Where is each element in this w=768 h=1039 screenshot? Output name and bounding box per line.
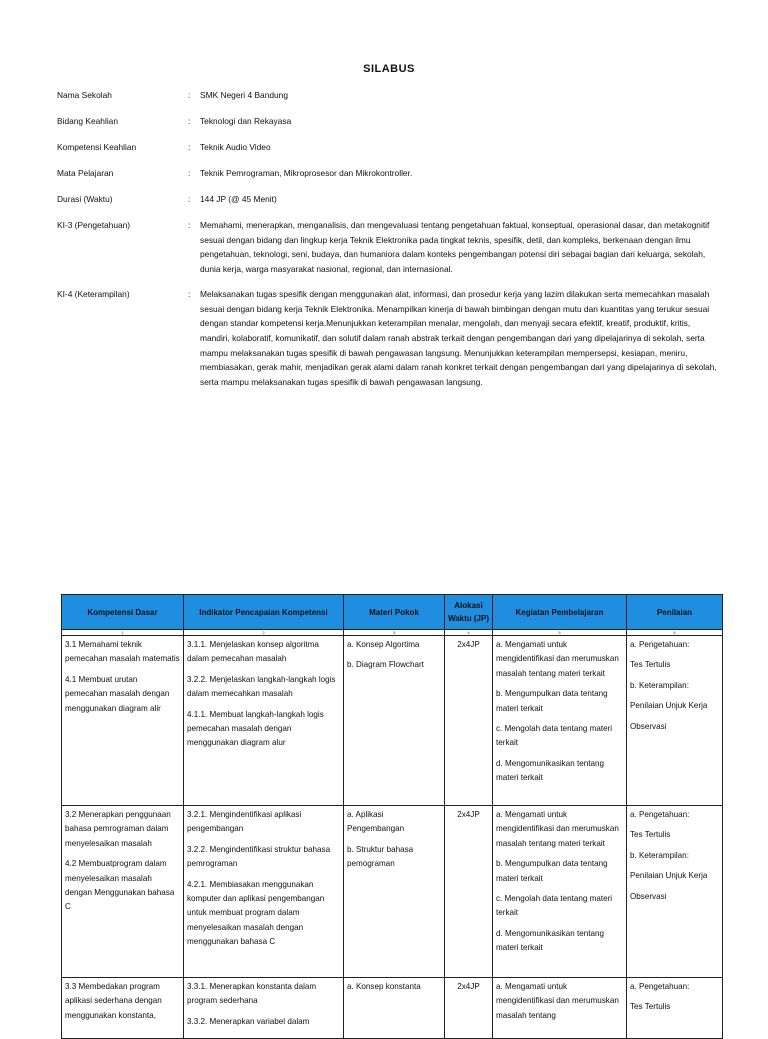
info-row-ki4: KI-4 (Keterampilan) : Melaksanakan tugas spesifik dengan menggunakan alat, informasi, dan prosedur kerja yang lazim dilakukan serta memecahkan masalah sesuai dengan bidang kerja Teknik Elektronika. Menampilkan kinerja di bawah bimbingan dengan mutu dan kuantitas yang terukur sesuai dengan standar kompetensi kerja.Menunjukkan keterampilan menalar, mengolah, dan menyaji secara efektif, kreatif, produktif, kritis, mandiri, kolaboratif, komunikatif, dan solutif dalam ranah abstrak terkait dengan pengembangan dari yang dipelajarinya di sekolah, serta mampu melaksanakan tugas spesifik di bawah pengawasan langsung. Menunjukkan keterampilan mempersepsi, kesiapan, meniru, membiasakan, gerak mahir, menjadikan gerak alami dalam ranah konkret terkait dengan pengembangan dari yang dipelajarinya di sekolah, serta mampu melaksanakan tugas spesifik di bawah pengawasan langsung. [57, 287, 717, 389]
column-number: 2 [184, 630, 344, 636]
info-label: Bidang Keahlian [57, 115, 119, 126]
header-materi-pokok: Materi Pokok [344, 595, 445, 630]
column-number: 1 [62, 630, 184, 636]
info-row-duration: Durasi (Waktu) : 144 JP (@ 45 Menit) [57, 192, 717, 207]
cell-penilaian: a. Pengetahuan: Tes Tertulis [627, 978, 723, 1039]
cell-materi: a. Aplikasi Pengembangan b. Struktur bahasa pemograman [344, 806, 445, 978]
cell-kd: 3.3 Membedakan program aplikasi sederhana dengan menggunakan konstanta, [62, 978, 184, 1039]
cell-penilaian: a. Pengetahuan: Tes Tertulis b. Keterampilan: Penilaian Unjuk Kerja Observasi [627, 636, 723, 806]
table-row [62, 636, 723, 806]
info-label: Kompetensi Keahlian [57, 141, 137, 152]
info-row-competency: Kompetensi Keahlian : Teknik Audio Video [57, 140, 717, 155]
info-value: 144 JP (@ 45 Menit) [200, 193, 277, 204]
syllabus-table [61, 594, 723, 1039]
table-row [62, 806, 723, 978]
info-label: KI-3 (Pengetahuan) [57, 219, 131, 230]
header-kegiatan: Kegiatan Pembelajaran [493, 595, 627, 630]
cell-kegiatan: a. Mengamati untuk mengidentifikasi dan merumuskan masalah tentang [493, 978, 627, 1039]
info-value: Melaksanakan tugas spesifik dengan menggunakan alat, informasi, dan prosedur kerja yang lazim dilakukan serta memecahkan masalah sesuai dengan bidang kerja Teknik Elektronika. Menampilkan kinerja di bawah bimbingan dengan mutu dan kuantitas yang terukur sesuai dengan standar kompetensi kerja.Menunjukkan keterampilan menalar, mengolah, dan menyaji secara efektif, kreatif, produktif, kritis, mandiri, kolaboratif, komunikatif, dan solutif dalam ranah abstrak terkait dengan pengembangan dari yang dipelajarinya di sekolah, serta mampu melaksanakan tugas spesifik di bawah pengawasan langsung. Menunjukkan keterampilan mempersepsi, kesiapan, meniru, membiasakan, gerak mahir, menjadikan gerak alami dalam ranah konkret terkait dengan pengembangan dari yang dipelajarinya di sekolah, serta mampu melaksanakan tugas spesifik di bawah pengawasan langsung. [200, 289, 717, 387]
table-row [62, 978, 723, 1039]
header-kompetensi-dasar: Kompetensi Dasar [62, 595, 184, 630]
info-row-field: Bidang Keahlian : Teknologi dan Rekayasa [57, 114, 717, 129]
cell-ipk: 3.2.1. Mengindentifikasi aplikasi pengembangan 3.2.2. Mengindentifikasi struktur bahasa pemrograman 4.2.1. Membiasakan menggunakan komputer dan aplikasi pengembangan untuk membuat program dalam menyelesaikan masalah dengan menggunakan bahasa C [184, 806, 344, 978]
header-penilaian: Penilaian [627, 595, 723, 630]
column-number: 4 [445, 630, 493, 636]
cell-kd: 3.1 Memahami teknik pemecahan masalah matematis 4.1 Membuat urutan pemecahan masalah dengan menggunakan diagram alir [62, 636, 184, 806]
cell-penilaian: a. Pengetahuan: Tes Tertulis b. Keterampilan: Penilaian Unjuk Kerja Observasi [627, 806, 723, 978]
info-value: Teknik Pemrograman, Mikroprosesor dan Mikrokontroller. [200, 167, 413, 178]
header-indikator: Indikator Pencapaian Kompetensi [184, 595, 344, 630]
column-number: 5 [493, 630, 627, 636]
document-title: SILABUS [363, 63, 415, 75]
info-value: Memahami, menerapkan, menganalisis, dan mengevaluasi tentang pengetahuan faktual, konseptual, operasional dasar, dan metakognitif sesuai dengan bidang dan lingkup kerja Teknik Elektronika pada tingkat teknis, spesifik, detil, dan kompleks, berkenaan dengan ilmu pengetahuan, teknologi, seni, budaya, dan humaniora dalam konteks pengembangan potensi diri sebagai bagian dari keluarga, sekolah, dunia kerja, warga masyarakat nasional, regional, dan internasional. [200, 219, 710, 274]
syllabus-info [57, 88, 717, 400]
info-value: SMK Negeri 4 Bandung [200, 90, 288, 100]
info-label: Nama Sekolah [57, 90, 112, 100]
cell-materi: a. Konsep Algortima b. Diagram Flowchart [344, 636, 445, 806]
cell-kegiatan: a. Mengamati untuk mengidentifikasi dan merumuskan masalah tentang materi terkait b. Mengumpulkan data tentang materi terkait c. Mengolah data tentang materi terkait d. Mengomunikasikan tentang materi terkait [493, 636, 627, 806]
cell-kegiatan: a. Mengamati untuk mengidentifikasi dan merumuskan masalah tentang materi terkait b. Mengumpulkan data tentang materi terkait c. Mengolah data tentang materi terkait d. Mengomunikasikan tentang materi terkait [493, 806, 627, 978]
info-value: Teknik Audio Video [200, 141, 271, 152]
info-row-subject: Mata Pelajaran : Teknik Pemrograman, Mikroprosesor dan Mikrokontroller. [57, 166, 717, 181]
info-label: KI-4 (Keterampilan) [57, 289, 130, 300]
info-label: Durasi (Waktu) [57, 193, 113, 204]
info-row-ki3: KI-3 (Pengetahuan) : Memahami, menerapkan, menganalisis, dan mengevaluasi tentang pengetahuan faktual, konseptual, operasional dasar, dan metakognitif sesuai dengan bidang dan lingkup kerja Teknik Elektronika pada tingkat teknis, spesifik, detil, dan kompleks, berkenaan dengan ilmu pengetahuan, teknologi, seni, budaya, dan humaniora dalam konteks pengembangan potensi diri sebagai bagian dari keluarga, sekolah, dunia kerja, warga masyarakat nasional, regional, dan internasional. [57, 218, 717, 276]
cell-kd: 3.2 Menerapkan penggunaan bahasa pemrograman dalam menyelesaikan masalah 4.2 Membuatprogram dalam menyelesaikan masalah dengan Menggunakan bahasa C [62, 806, 184, 978]
column-number: 3 [344, 630, 445, 636]
cell-ipk: 3.1.1. Menjelaskan konsep algoritma dalam pemecahan masalah 3.2.2. Menjelaskan langkah-langkah logis dalam memecahkan masalah 4.1.1. Membuat langkah-langkah logis pemecahan masalah dengan menggunakan diagram alur [184, 636, 344, 806]
info-row-school: Nama Sekolah : SMK Negeri 4 Bandung [57, 88, 717, 103]
header-alokasi-waktu: Alokasi Waktu (JP) [445, 595, 493, 630]
column-number: 6 [627, 630, 723, 636]
cell-materi: a. Konsep konstanta [344, 978, 445, 1039]
info-value: Teknologi dan Rekayasa [200, 115, 292, 126]
cell-jp: 2x4JP [445, 978, 493, 1039]
cell-jp: 2x4JP [445, 806, 493, 978]
cell-ipk: 3.3.1. Menerapkan konstanta dalam program sederhana 3.3.2. Menerapkan variabel dalam [184, 978, 344, 1039]
cell-jp: 2x4JP [445, 636, 493, 806]
info-label: Mata Pelajaran [57, 167, 114, 178]
table-header-row [62, 595, 723, 630]
